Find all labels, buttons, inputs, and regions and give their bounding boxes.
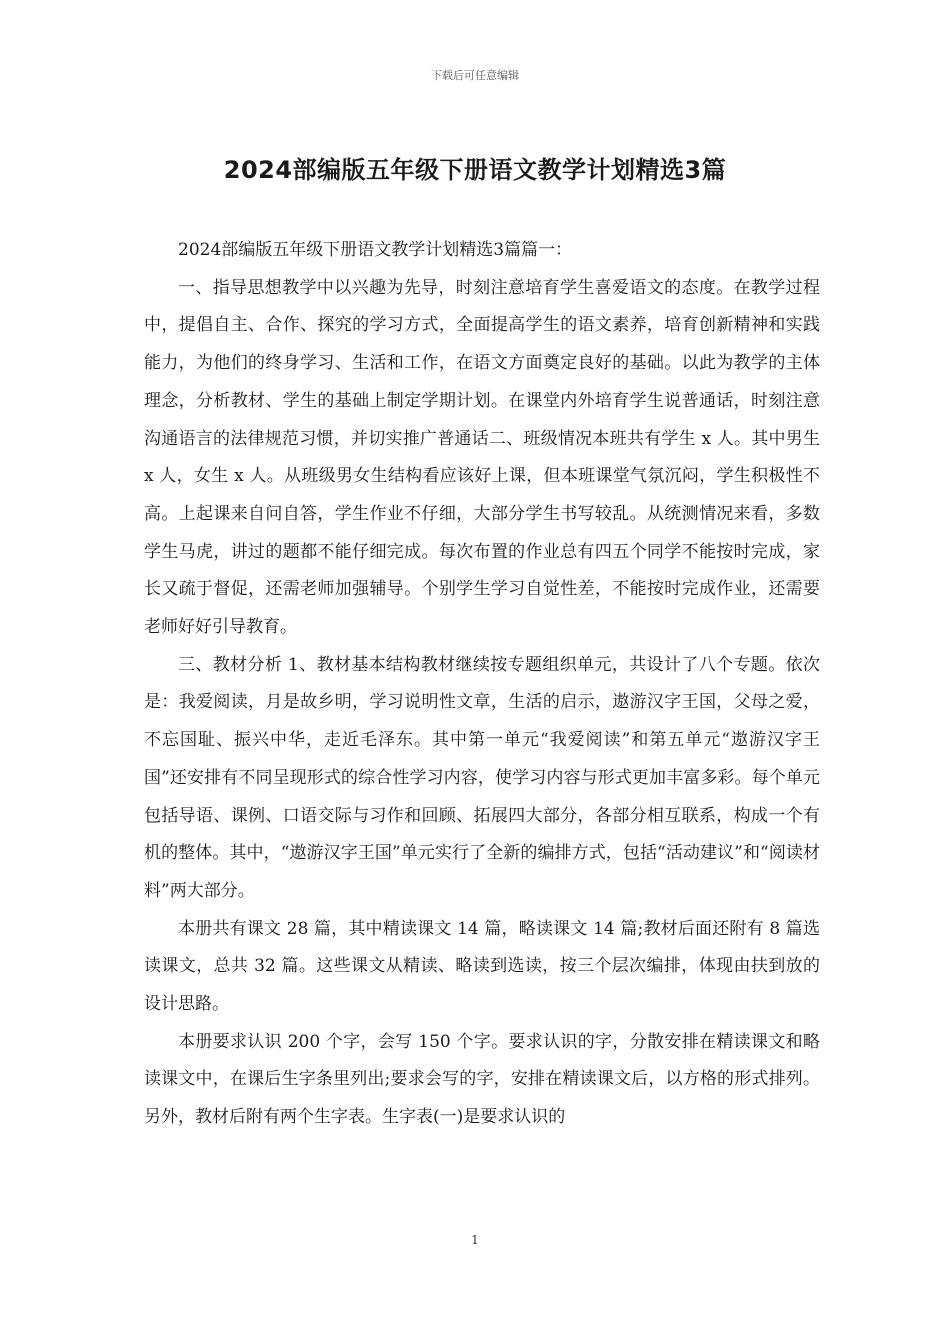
paragraph-lesson-count: 本册共有课文 28 篇，其中精读课文 14 篇，略读课文 14 篇;教材后面还附有 8 篇选读课文，总共 32 篇。这些课文从精读、略读到选读，按三个层次编排，体现由扶到放的设计思路。 (144, 918, 820, 1015)
document-title: 2024部编版五年级下册语文教学计划精选3篇 (223, 156, 727, 184)
paragraph-textbook-analysis: 三、教材分析 1、教材基本结构教材继续按专题组织单元，共设计了八个专题。依次是：我爱阅读，月是故乡明，学习说明性文章，生活的启示，遨游汉字王国，父母之爱，不忘国耻、振兴中华，走近毛泽东。其中第一单元“我爱阅读”和第五单元“遨游汉字王国”还安排有不同呈现形式的综合性学习内容，使学习内容与形式更加丰富多彩。每个单元包括导语、课例、口语交际与习作和回顾、拓展四大部分，各部分相互联系，构成一个有机的整体。其中，“遨游汉字王国”单元实行了全新的编排方式，包括“活动建议”和“阅读材料”两大部分。 (144, 654, 820, 901)
paragraph-character-requirements: 本册要求认识 200 个字，会写 150 个字。要求认识的字，分散安排在精读课文和略读课文中，在课后生字条里列出;要求会写的字，安排在精读课文后，以方格的形式排列。另外，教材后附有两个生字表。生字表(一)是要求认识的 (144, 1031, 820, 1128)
document-body (144, 232, 820, 1137)
paragraph-intro: 2024部编版五年级下册语文教学计划精选3篇篇一： (178, 240, 573, 260)
header-note: 下载后可任意编辑 (431, 69, 519, 82)
paragraph-guiding-ideology: 一、指导思想教学中以兴趣为先导，时刻注意培育学生喜爱语文的态度。在教学过程中，提倡自主、合作、探究的学习方式，全面提高学生的语文素养，培育创新精神和实践能力，为他们的终身学习、生活和工作，在语文方面奠定良好的基础。以此为教学的主体理念，分析教材、学生的基础上制定学期计划。在课堂内外培育学生说普通话，时刻注意沟通语言的法律规范习惯，并切实推广普通话二、班级情况本班共有学生 x 人。其中男生 x 人，女生 x 人。从班级男女生结构看应该好上课，但本班课堂气氛沉闷，学生积极性不高。上起课来自问自答，学生作业不仔细，大部分学生书写较乱。从统测情况来看，多数学生马虎，讲过的题都不能仔细完成。每次布置的作业总有四五个同学不能按时完成，家长又疏于督促，还需老师加强辅导。个别学生学习自觉性差，不能按时完成作业，还需要老师好好引导教育。 (144, 277, 820, 638)
page-number: 1 (471, 1233, 479, 1247)
